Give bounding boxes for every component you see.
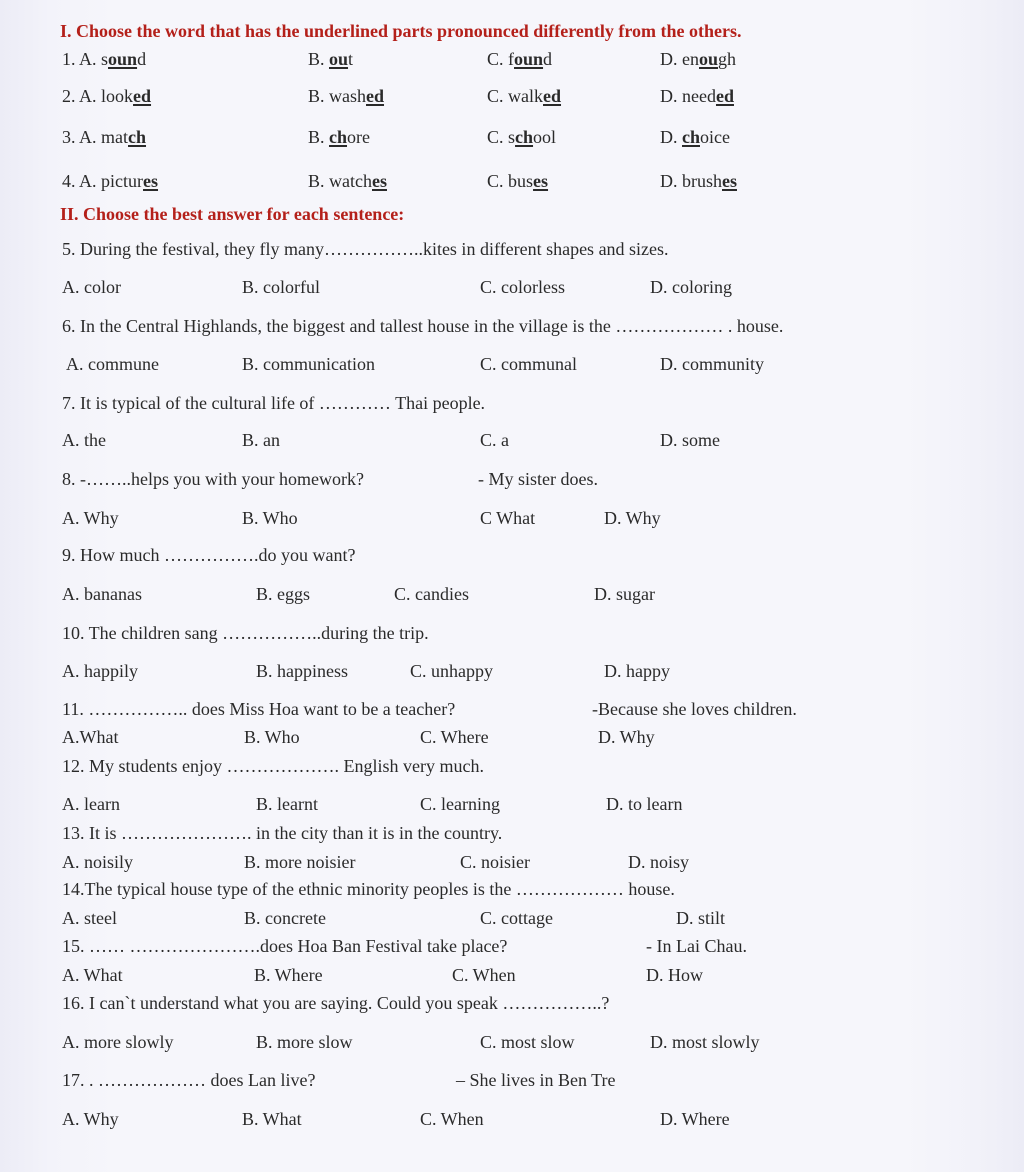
answer-option: D. most slowly [650,1032,760,1052]
answer-row [0,726,1024,748]
answer-option [660,85,734,107]
answer-option: C. a [480,430,509,450]
underlined-part: ed [133,86,152,106]
word-part: oice [700,127,730,147]
answer-option: A. What [62,965,123,985]
question-reply: - My sister does. [478,469,598,489]
answer-option: D. Where [660,1109,730,1129]
option-letter: B. [308,49,325,69]
question-number: 1. [62,49,76,69]
word-part: brush [682,171,722,191]
question-text: 6. In the Central Highlands, the biggest and tallest house in the village is the ……………… . house. [62,316,784,336]
underlined-part: es [533,171,549,191]
answer-option: B. more slow [256,1032,353,1052]
answer-option [487,85,561,107]
answer-row [0,907,1024,929]
answer-option [62,48,146,70]
answer-option: C. colorless [480,277,565,297]
underlined-part: ou [329,49,349,69]
option-letter: A. [79,49,97,69]
underlined-part: ch [515,127,534,147]
answer-option: C. When [420,1109,484,1129]
answer-option: A. learn [62,794,120,814]
answer-option: B. more noisier [244,852,356,872]
answer-row [0,1108,1024,1130]
option-letter: B. [308,171,325,191]
question-text: 16. I can`t understand what you are saying. Could you speak ……………..? [62,993,610,1013]
word-part: need [682,86,716,106]
answer-row [0,793,1024,815]
answer-option [308,85,384,107]
answer-option: B. happiness [256,661,348,681]
word-part: f [508,49,515,69]
word-part: ool [533,127,557,147]
word-part: ore [347,127,370,147]
underlined-part: ch [128,127,147,147]
answer-option: A.What [62,727,119,747]
answer-option: B. colorful [242,277,320,297]
answer-row [0,429,1024,451]
answer-option: A. Why [62,508,119,528]
option-letter: D. [660,127,678,147]
answer-row [0,851,1024,873]
option-letter: C. [487,127,504,147]
option-letter: D. [660,49,678,69]
question-reply: – She lives in Ben Tre [456,1070,616,1090]
answer-option: A. bananas [62,584,142,604]
answer-option: C. noisier [460,852,530,872]
answer-option: A. noisily [62,852,134,872]
question-row [0,48,1024,70]
answer-option: C What [480,508,536,528]
underlined-part: es [372,171,387,191]
section-1-heading: I. Choose the word that has the underlined parts pronounced differently from the others. [60,21,742,41]
answer-option: D. to learn [606,794,683,814]
question-text: 8. -……..helps you with your homework? [62,469,364,489]
answer-option: D. coloring [650,277,732,297]
answer-option: B. Who [242,508,298,528]
question-text: 12. My students enjoy ………………. English very much. [62,756,484,776]
word-part: en [682,49,699,69]
answer-option: B. an [242,430,280,450]
answer-row [0,507,1024,529]
answer-option: A. commune [66,354,159,374]
answer-option [660,48,736,70]
word-part: walk [508,86,544,106]
answer-option: B. Where [254,965,323,985]
underlined-part: es [722,171,737,191]
question-row [0,85,1024,107]
answer-option [487,48,552,70]
answer-option: B. What [242,1109,302,1129]
answer-option [62,126,146,148]
answer-option: A. happily [62,661,138,681]
question-row [0,126,1024,148]
answer-option: D. Why [604,508,661,528]
option-letter: C. [487,86,504,106]
answer-option: D. How [646,965,703,985]
answer-option: C. unhappy [410,661,493,681]
question-text: 10. The children sang ……………..during the trip. [62,623,429,643]
answer-row [0,660,1024,682]
answer-option [308,126,370,148]
question-text: 13. It is …………………. in the city than it is in the country. [62,823,503,843]
answer-option: D. noisy [628,852,690,872]
answer-option [308,48,353,70]
answer-option: D. stilt [676,908,726,928]
answer-row [0,276,1024,298]
option-letter: D. [660,86,678,106]
answer-option: B. concrete [244,908,326,928]
question-text: 17. . ……………… does Lan live? [62,1070,316,1090]
option-letter: C. [487,171,504,191]
answer-option [660,126,730,148]
answer-option: B. eggs [256,584,310,604]
section-2-heading: II. Choose the best answer for each sentence: [60,204,405,224]
answer-row [0,1031,1024,1053]
answer-option: C. When [452,965,516,985]
answer-option: A. the [62,430,106,450]
question-row [0,170,1024,192]
word-part: bus [508,171,534,191]
word-part: s [508,127,516,147]
underlined-part: ed [715,86,734,106]
word-part: pictur [101,171,144,191]
answer-option [62,170,158,192]
word-part: mat [101,127,129,147]
answer-option [487,126,556,148]
answer-option: A. more slowly [62,1032,174,1052]
option-letter: A. [79,127,97,147]
word-part: watch [329,171,372,191]
answer-option: B. communication [242,354,375,374]
question-text: 15. …… ………………….does Hoa Ban Festival take place? [62,936,508,956]
underlined-part: oun [108,49,138,69]
option-letter: A. [79,86,97,106]
answer-option [660,170,737,192]
underlined-part: ed [543,86,562,106]
answer-option: D. sugar [594,584,655,604]
answer-option: C. communal [480,354,577,374]
answer-option: D. some [660,430,720,450]
question-text: 14.The typical house type of the ethnic minority peoples is the ……………… house. [62,879,675,899]
answer-option: D. community [660,354,764,374]
word-part: wash [329,86,367,106]
word-part: s [101,49,109,69]
question-number: 2. [62,86,76,106]
word-part: d [137,49,147,69]
answer-option [308,170,387,192]
answer-option: C. learning [420,794,500,814]
question-number: 4. [62,171,76,191]
underlined-part: ed [366,86,385,106]
answer-option: B. learnt [256,794,318,814]
answer-row [0,353,1024,375]
underlined-part: ch [682,127,700,147]
question-number: 3. [62,127,76,147]
word-part: gh [718,49,737,69]
option-letter: A. [79,171,97,191]
question-reply: - In Lai Chau. [646,936,747,956]
option-letter: C. [487,49,504,69]
answer-option: B. Who [244,727,300,747]
option-letter: B. [308,127,325,147]
word-part: t [348,49,354,69]
answer-option: C. candies [394,584,469,604]
answer-option: C. most slow [480,1032,575,1052]
underlined-part: oun [514,49,544,69]
answer-option: C. cottage [480,908,553,928]
answer-option: D. Why [598,727,655,747]
answer-row [0,583,1024,605]
word-part: d [543,49,553,69]
answer-option [487,170,548,192]
question-text: 5. During the festival, they fly many……………..kites in different shapes and sizes. [62,239,669,259]
underlined-part: ou [699,49,719,69]
option-letter: D. [660,171,678,191]
answer-option: A. color [62,277,121,297]
answer-option: C. Where [420,727,489,747]
question-reply: -Because she loves children. [592,699,797,719]
underlined-part: ch [329,127,348,147]
answer-option: A. Why [62,1109,119,1129]
answer-row [0,964,1024,986]
question-text: 9. How much …………….do you want? [62,545,356,565]
option-letter: B. [308,86,325,106]
answer-option [62,85,151,107]
answer-option: D. happy [604,661,670,681]
word-part: look [101,86,134,106]
underlined-part: es [143,171,159,191]
question-text: 11. …………….. does Miss Hoa want to be a teacher? [62,699,456,719]
question-text: 7. It is typical of the cultural life of ………… Thai people. [62,393,486,413]
answer-option: A. steel [62,908,117,928]
